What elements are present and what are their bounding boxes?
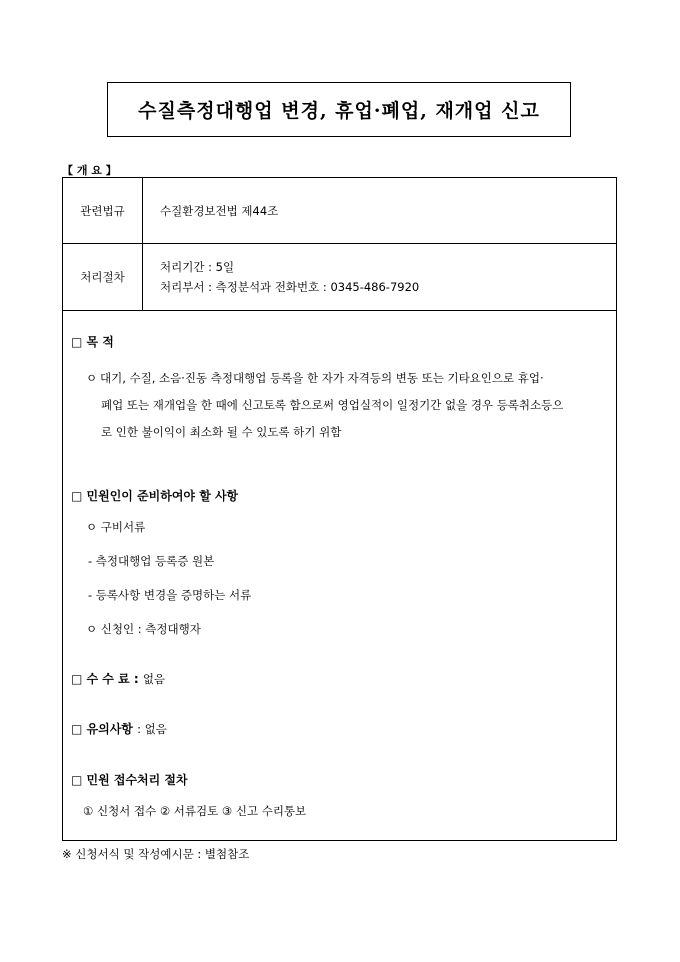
info-row-value [143,244,616,310]
overview-label: 【 개 요 】 [62,164,117,177]
overview-frame [62,177,617,841]
purpose-text [86,365,606,446]
info-row-law [63,178,616,244]
preparation-item: - 측정대행업 등록증 원본 [88,554,215,568]
fee-value: 없음 [142,672,166,686]
preparation-heading: □ 민원인이 준비하여야 할 사항 [71,489,239,503]
purpose-line: 대기, 수질, 소음·진동 측정대행업 등록을 한 자가 자격등의 변동 또는 기타요인으로 휴업· [100,371,544,385]
fee-label: □ 수 수 료 : [71,672,139,686]
preparation-item: ㅇ 신청인 : 측정대행자 [86,622,201,636]
purpose-heading: □ 목 적 [71,335,114,349]
page-title: 수질측정대행업 변경, 휴업·폐업, 재개업 신고 [138,100,540,122]
content-area [63,311,616,840]
info-line: 수질환경보전법 제44조 [160,203,279,218]
info-row-label: 관련법규 [63,178,143,243]
fee-heading [71,670,165,687]
info-line: 처리기간 : 5일 [160,260,235,274]
notes-label: □ 유의사항 [71,722,133,736]
procedure-heading: □ 민원 접수처리 절차 [71,773,188,787]
notes-heading [71,720,167,737]
info-line: 처리부서 : 측정분석과 전화번호 : 0345-486-7920 [160,280,420,294]
info-row-procedure [63,244,616,311]
purpose-bullet: ㅇ [86,371,98,385]
preparation-item: ㅇ 구비서류 [86,520,146,534]
purpose-line: 로 인한 불이익이 최소화 될 수 있도록 하기 위함 [101,425,342,439]
procedure-steps: ① 신청서 접수 ② 서류검토 ③ 신고 수리통보 [83,804,307,818]
info-row-label: 처리절차 [63,244,143,310]
info-row-value [143,178,616,243]
preparation-item: - 등록사항 변경을 증명하는 서류 [88,588,252,602]
notes-value: : 없음 [137,722,167,736]
title-box [107,82,571,137]
footnote: ※ 신청서식 및 작성예시문 : 별첨참조 [62,847,250,861]
purpose-line: 폐업 또는 재개업을 한 때에 신고토록 함으로써 영업실적이 일정기간 없을 경우 등록취소등으 [101,398,564,412]
